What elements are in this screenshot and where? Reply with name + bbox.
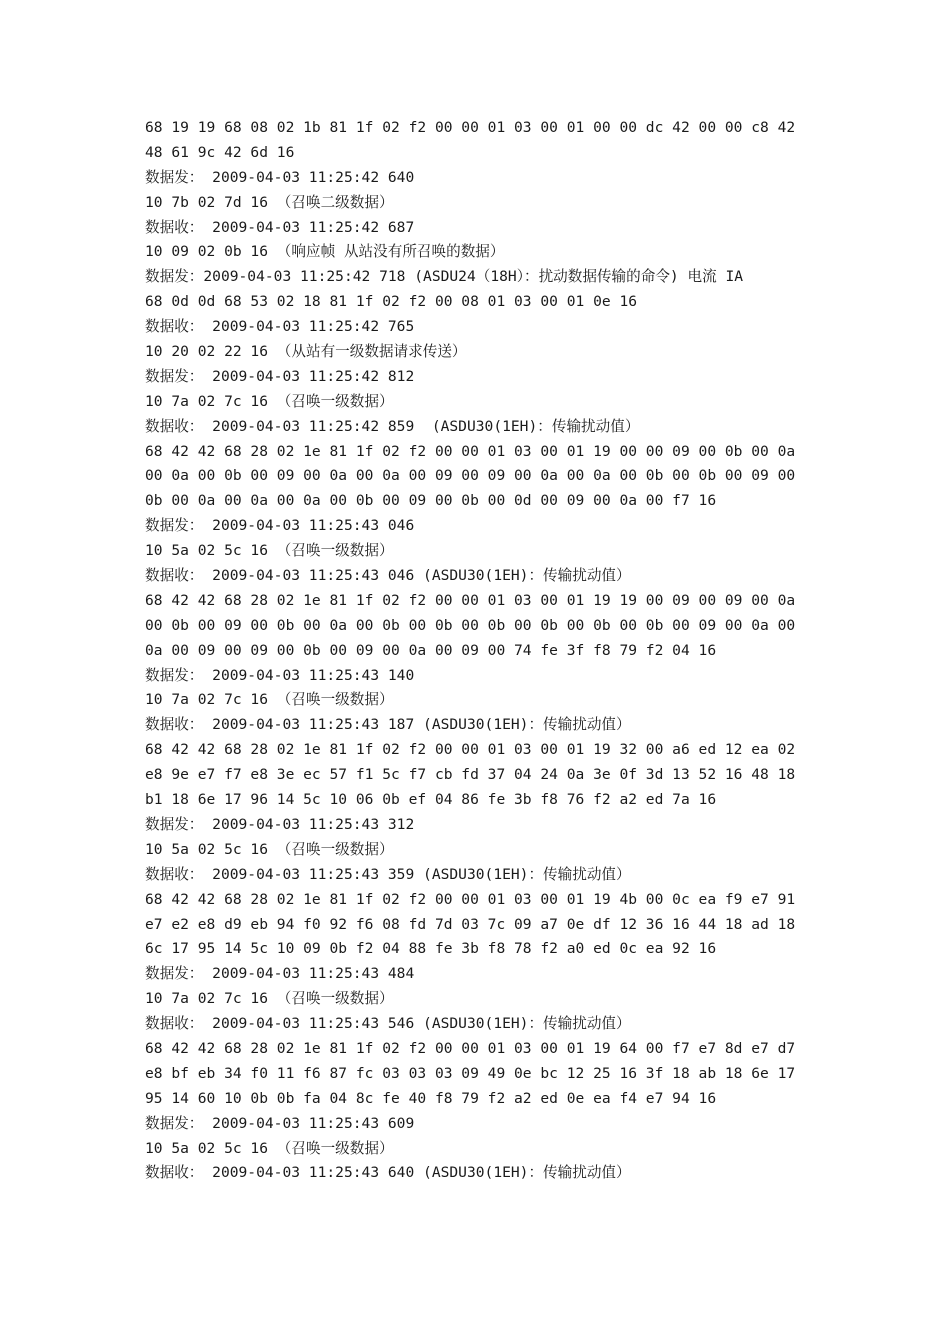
log-line: 0b 00 0a 00 0a 00 0a 00 0b 00 09 00 0b 00 0d 00 09 00 0a 00 f7 16: [145, 492, 717, 510]
log-line: 10 5a 02 5c 16 （召唤一级数据）: [145, 840, 394, 858]
log-line: 0a 00 09 00 09 00 0b 00 09 00 0a 00 09 00 74 fe 3f f8 79 f2 04 16: [145, 641, 717, 659]
log-line: 数据收： 2009-04-03 11:25:42 859 (ASDU30(1EH)：传输扰动值）: [145, 417, 640, 435]
log-line: 数据收： 2009-04-03 11:25:43 640 (ASDU30(1EH)：传输扰动值）: [145, 1164, 631, 1182]
log-line: 68 42 42 68 28 02 1e 81 1f 02 f2 00 00 01 03 00 01 19 64 00 f7 e7 8d e7 d7: [145, 1039, 796, 1057]
log-line: 数据收： 2009-04-03 11:25:43 046 (ASDU30(1EH)：传输扰动值）: [145, 567, 631, 585]
log-line: 68 0d 0d 68 53 02 18 81 1f 02 f2 00 08 01 03 00 01 0e 16: [145, 293, 638, 311]
log-line: b1 18 6e 17 96 14 5c 10 06 0b ef 04 86 fe 3b f8 76 f2 a2 ed 7a 16: [145, 791, 717, 809]
log-line: 6c 17 95 14 5c 10 09 0b f2 04 88 fe 3b f8 78 f2 a0 ed 0c ea 92 16: [145, 940, 717, 958]
log-line: 68 42 42 68 28 02 1e 81 1f 02 f2 00 00 01 03 00 01 19 4b 00 0c ea f9 e7 91: [145, 890, 796, 908]
log-line: 48 61 9c 42 6d 16: [145, 143, 295, 161]
log-line: 10 5a 02 5c 16 （召唤一级数据）: [145, 1139, 394, 1157]
log-line: 68 42 42 68 28 02 1e 81 1f 02 f2 00 00 01 03 00 01 19 00 00 09 00 0b 00 0a: [145, 442, 796, 460]
log-line: e8 bf eb 34 f0 11 f6 87 fc 03 03 03 09 49 0e bc 12 25 16 3f 18 ab 18 6e 17: [145, 1064, 796, 1082]
log-line: 10 09 02 0b 16 （响应帧 从站没有所召唤的数据）: [145, 243, 505, 261]
log-line: 10 5a 02 5c 16 （召唤一级数据）: [145, 542, 394, 560]
log-line: 数据发： 2009-04-03 11:25:43 312: [145, 815, 415, 833]
log-line: 10 7b 02 7d 16 （召唤二级数据）: [145, 193, 394, 211]
log-line: 数据收： 2009-04-03 11:25:43 546 (ASDU30(1EH)：传输扰动值）: [145, 1015, 631, 1033]
log-line: 数据发： 2009-04-03 11:25:42 640: [145, 168, 415, 186]
log-line: 68 42 42 68 28 02 1e 81 1f 02 f2 00 00 01 03 00 01 19 19 00 09 00 09 00 0a: [145, 591, 796, 609]
log-line: 00 0a 00 0b 00 09 00 0a 00 0a 00 09 00 09 00 0a 00 0a 00 0b 00 0b 00 09 00: [145, 467, 796, 485]
log-line: 数据发：2009-04-03 11:25:42 718 (ASDU24（18H）：扰动数据传输的命令) 电流 IA: [145, 268, 744, 286]
log-line: 00 0b 00 09 00 0b 00 0a 00 0b 00 0b 00 0b 00 0b 00 0b 00 0b 00 09 00 0a 00: [145, 616, 796, 634]
protocol-log: [145, 116, 815, 1186]
log-line: 数据收： 2009-04-03 11:25:42 687: [145, 218, 415, 236]
log-line: 数据收： 2009-04-03 11:25:43 187 (ASDU30(1EH)：传输扰动值）: [145, 716, 631, 734]
log-line: 数据收： 2009-04-03 11:25:42 765: [145, 318, 415, 336]
log-line: 10 7a 02 7c 16 （召唤一级数据）: [145, 990, 394, 1008]
log-line: 数据发： 2009-04-03 11:25:43 609: [145, 1114, 415, 1132]
log-line: e7 e2 e8 d9 eb 94 f0 92 f6 08 fd 7d 03 7c 09 a7 0e df 12 36 16 44 18 ad 18: [145, 915, 796, 933]
log-line: e8 9e e7 f7 e8 3e ec 57 f1 5c f7 cb fd 37 04 24 0a 3e 0f 3d 13 52 16 48 18: [145, 766, 796, 784]
log-line: 10 7a 02 7c 16 （召唤一级数据）: [145, 392, 394, 410]
log-line: 68 19 19 68 08 02 1b 81 1f 02 f2 00 00 01 03 00 01 00 00 dc 42 00 00 c8 42: [145, 119, 796, 136]
log-line: 10 7a 02 7c 16 （召唤一级数据）: [145, 691, 394, 709]
log-line: 数据收： 2009-04-03 11:25:43 359 (ASDU30(1EH)：传输扰动值）: [145, 865, 631, 883]
log-line: 数据发： 2009-04-03 11:25:43 140: [145, 666, 415, 684]
log-line: 95 14 60 10 0b 0b fa 04 8c fe 40 f8 79 f2 a2 ed 0e ea f4 e7 94 16: [145, 1089, 717, 1107]
log-line: 数据发： 2009-04-03 11:25:43 046: [145, 517, 415, 535]
log-line: 10 20 02 22 16 （从站有一级数据请求传送）: [145, 343, 467, 361]
log-line: 数据发： 2009-04-03 11:25:42 812: [145, 367, 415, 385]
log-line: 68 42 42 68 28 02 1e 81 1f 02 f2 00 00 01 03 00 01 19 32 00 a6 ed 12 ea 02: [145, 741, 796, 759]
log-line: 数据发： 2009-04-03 11:25:43 484: [145, 965, 415, 983]
